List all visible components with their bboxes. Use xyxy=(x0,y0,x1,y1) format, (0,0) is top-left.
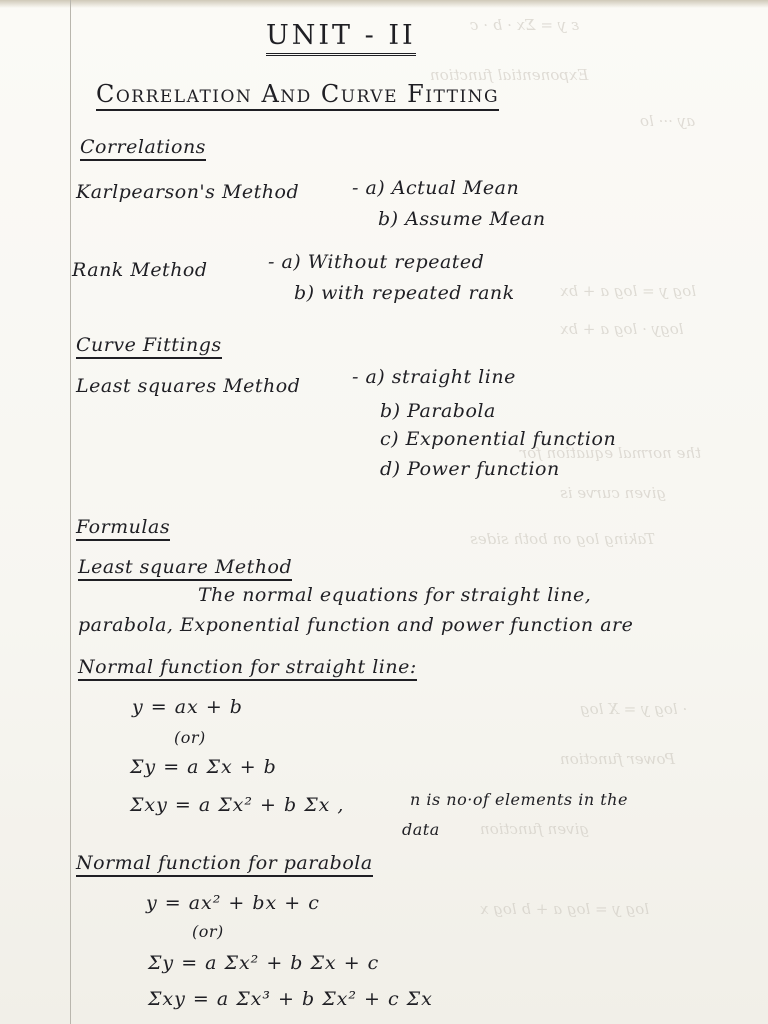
bleed-through-text: logy · log a + bx xyxy=(560,320,684,338)
parabola-eq-1: y = ax² + bx + c xyxy=(146,892,320,914)
bleed-through-text: the normal equation for xyxy=(520,444,702,462)
least-squares-label: Least squares Method xyxy=(76,375,301,397)
unit-title: UNIT - II xyxy=(266,20,416,56)
n-note-line-2: data xyxy=(402,820,440,839)
page-top-edge xyxy=(0,0,768,8)
bleed-through-text: Taking log on both sides xyxy=(470,530,656,548)
bleed-through-text: log y = log a + b log x xyxy=(480,900,650,918)
bleed-through-text: log y = log a + bx xyxy=(560,282,697,300)
lsm-option-c: c) Exponential function xyxy=(380,428,617,450)
intro-line-2: parabola, Exponential function and power function are xyxy=(78,614,634,636)
n-note-line-1: n is no·of elements in the xyxy=(410,790,628,809)
straight-eq-1: y = ax + b xyxy=(132,696,243,718)
lsm-option-a: - a) straight line xyxy=(352,366,516,388)
or-label-2: (or) xyxy=(192,922,224,941)
lsm-formula-heading: Least square Method xyxy=(78,556,292,581)
margin-line xyxy=(70,0,71,1024)
parabola-eq-3: Σxy = a Σx³ + b Σx² + c Σx xyxy=(148,988,433,1010)
straight-eq-3: Σxy = a Σx² + b Σx , xyxy=(130,794,345,816)
rank-option-b: b) with repeated rank xyxy=(294,282,515,304)
rank-method-label: Rank Method xyxy=(72,259,208,281)
karl-option-a: - a) Actual Mean xyxy=(352,177,520,199)
lsm-option-d: d) Power function xyxy=(380,458,560,480)
bleed-through-text: Power function xyxy=(560,750,675,768)
straight-line-heading: Normal function for straight line: xyxy=(78,656,417,681)
or-label-1: (or) xyxy=(174,728,206,747)
formulas-heading: Formulas xyxy=(76,516,170,541)
bleed-through-text: given curve is xyxy=(560,484,667,502)
bleed-through-text: · log y = X log xyxy=(580,700,688,718)
intro-line-1: The normal equations for straight line, xyxy=(198,584,592,606)
bleed-through-text: Exponential function xyxy=(430,66,589,84)
lsm-option-b: b) Parabola xyxy=(380,400,496,422)
karl-pearson-label: Karlpearson's Method xyxy=(76,181,300,203)
karl-option-b: b) Assume Mean xyxy=(378,208,546,230)
curve-fittings-heading: Curve Fittings xyxy=(76,334,222,359)
bleed-through-text: ε y = Σx · b · c xyxy=(470,16,580,34)
rank-option-a: - a) Without repeated xyxy=(268,251,485,273)
straight-eq-2: Σy = a Σx + b xyxy=(130,756,277,778)
correlations-heading: Correlations xyxy=(80,136,206,161)
parabola-eq-2: Σy = a Σx² + b Σx + c xyxy=(148,952,380,974)
page-title: Correlation And Curve Fitting xyxy=(96,80,499,111)
bleed-through-text: given function xyxy=(480,820,589,838)
bleed-through-text: ay ··· lo xyxy=(640,112,696,130)
parabola-heading: Normal function for parabola xyxy=(76,852,373,877)
